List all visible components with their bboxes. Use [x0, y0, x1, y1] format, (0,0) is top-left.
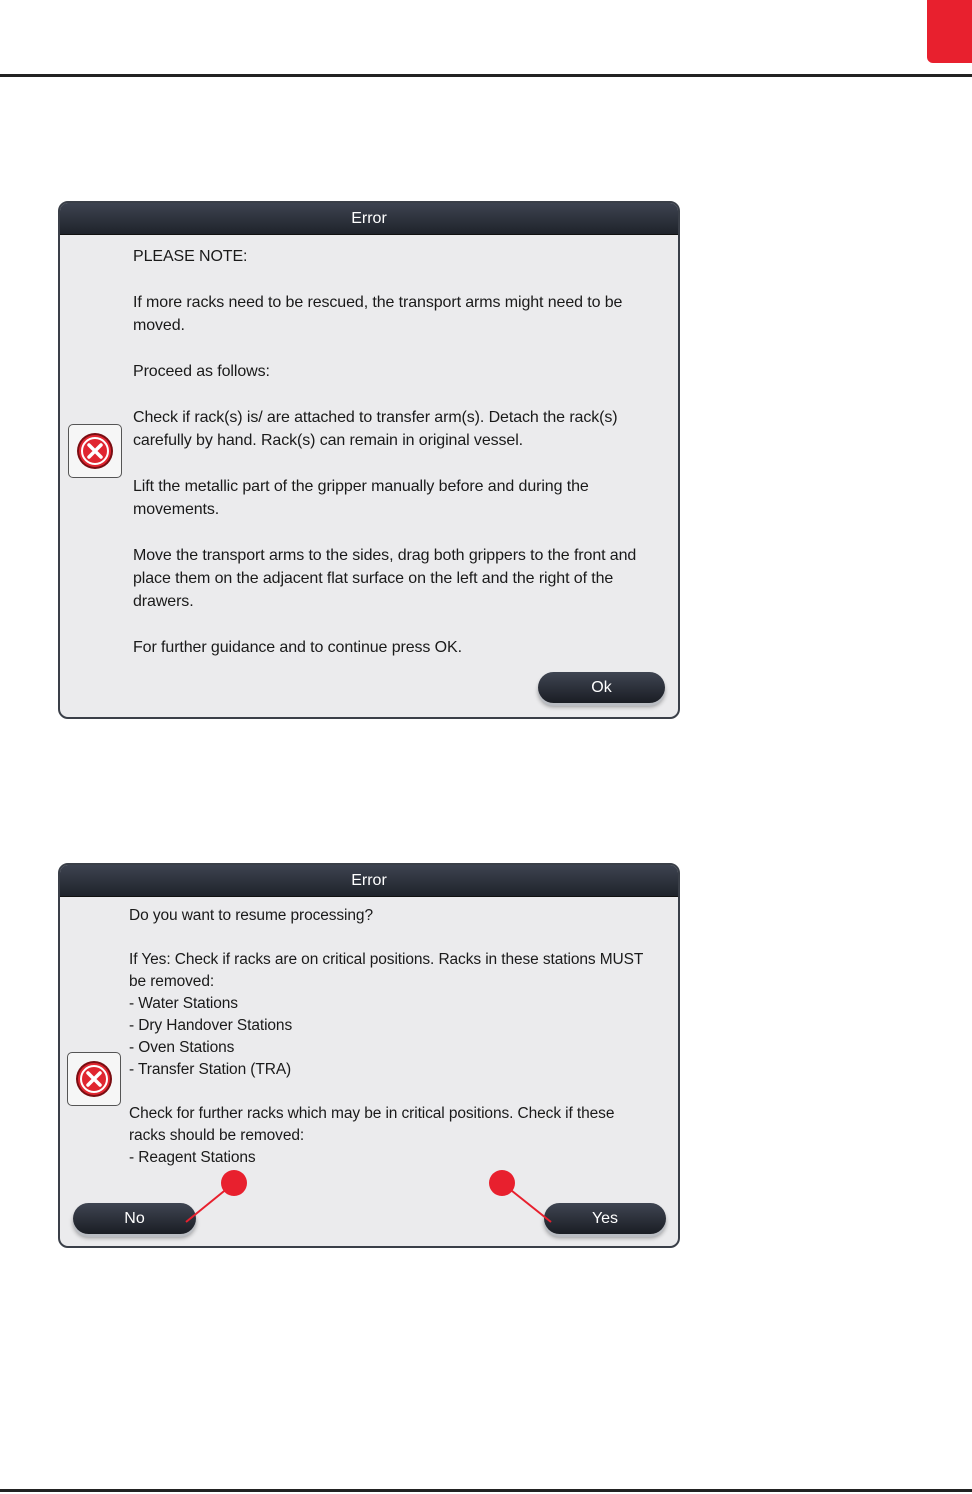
yes-button[interactable]: Yes: [544, 1203, 666, 1234]
message-line: Lift the metallic part of the gripper manually before and during the: [133, 478, 589, 495]
message-line: - Water Stations: [129, 995, 238, 1012]
callout-marker-no: [221, 1170, 247, 1196]
message-line: - Transfer Station (TRA): [129, 1061, 292, 1078]
message-line: Do you want to resume processing?: [129, 907, 373, 924]
error-x-icon: [68, 424, 122, 478]
message-line: If more racks need to be rescued, the transport arms might need to be: [133, 294, 623, 311]
chapter-tab: [927, 0, 972, 63]
message-line: If Yes: Check if racks are on critical positions. Racks in these stations MUST: [129, 951, 644, 968]
message-line: Move the transport arms to the sides, drag both grippers to the front and: [133, 547, 637, 564]
dialog-title: Error: [60, 865, 678, 897]
message-line: Proceed as follows:: [133, 363, 270, 380]
message-line: be removed:: [129, 973, 215, 990]
message-line: drawers.: [133, 593, 194, 610]
message-line: Check for further racks which may be in critical positions. Check if these: [129, 1105, 615, 1122]
message-line: place them on the adjacent flat surface on the left and the right of the: [133, 570, 614, 587]
message-line: carefully by hand. Rack(s) can remain in original vessel.: [133, 432, 524, 449]
message-line: movements.: [133, 501, 220, 518]
message-line: Check if rack(s) is/ are attached to transfer arm(s). Detach the rack(s): [133, 409, 618, 426]
message-line: racks should be removed:: [129, 1127, 305, 1144]
error-x-icon: [67, 1052, 121, 1106]
no-button[interactable]: No: [73, 1203, 196, 1234]
footer-rule: [0, 1489, 972, 1492]
error-dialog-rescue: [58, 201, 680, 719]
error-dialog-resume: [58, 863, 680, 1248]
ok-button[interactable]: Ok: [538, 672, 665, 703]
message-line: PLEASE NOTE:: [133, 248, 248, 265]
callout-marker-yes: [489, 1170, 515, 1196]
message-line: - Oven Stations: [129, 1039, 235, 1056]
header-rule: [0, 74, 972, 77]
message-line: - Reagent Stations: [129, 1149, 256, 1166]
message-line: - Dry Handover Stations: [129, 1017, 293, 1034]
dialog-title: Error: [60, 203, 678, 235]
message-line: moved.: [133, 317, 185, 334]
message-line: For further guidance and to continue press OK.: [133, 639, 462, 656]
